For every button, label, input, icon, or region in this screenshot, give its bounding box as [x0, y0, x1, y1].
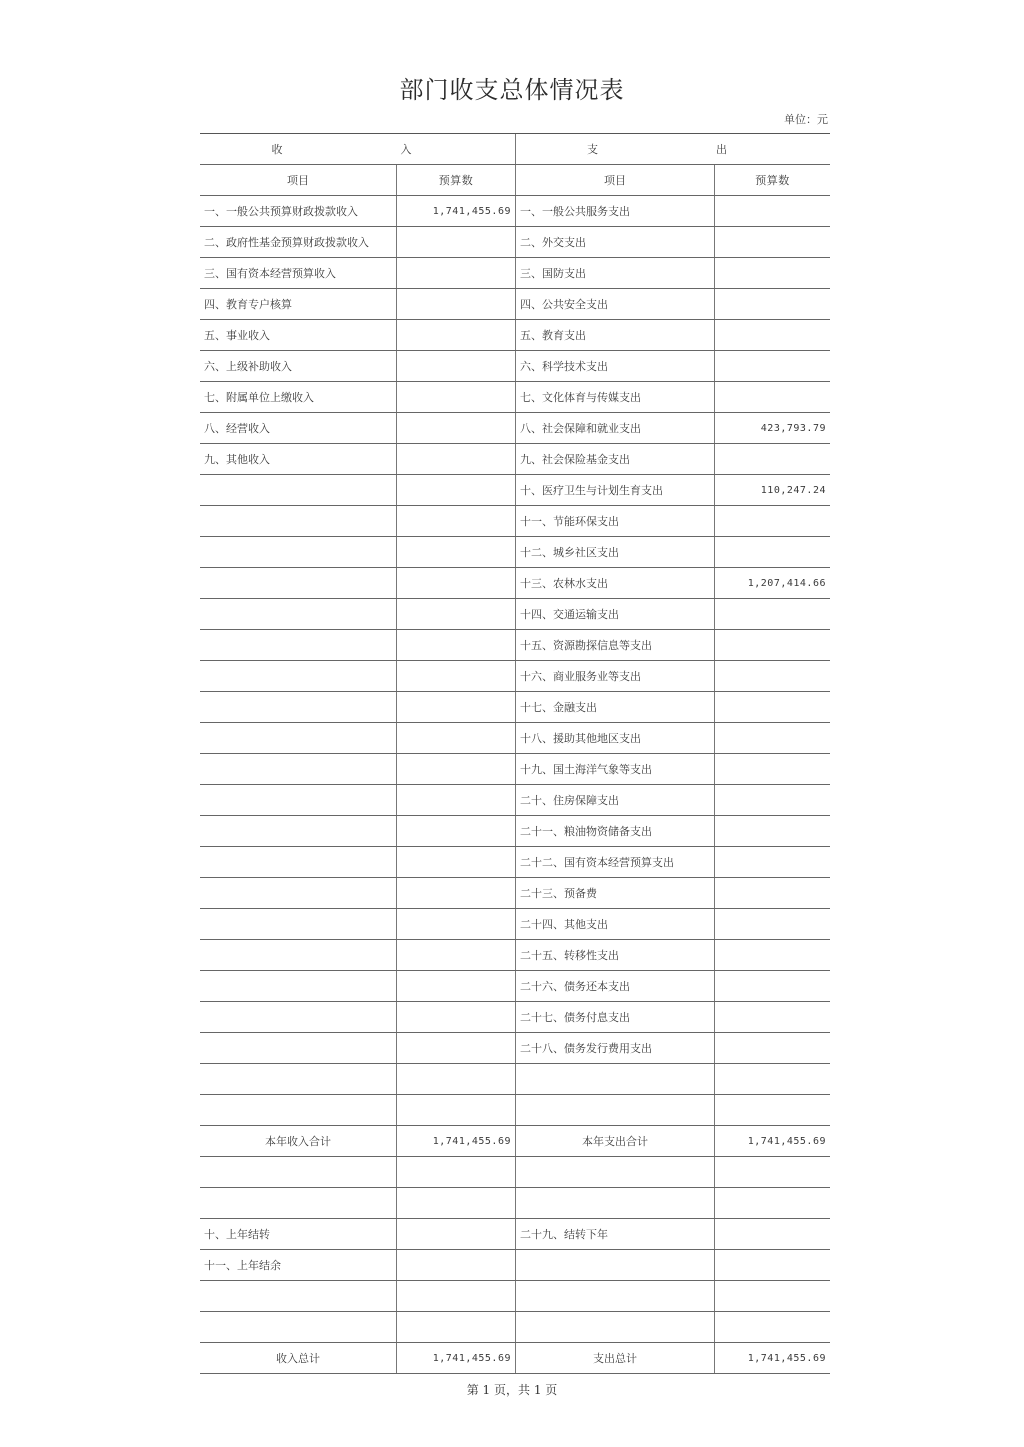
expense-budget-cell [715, 909, 830, 939]
table-row [200, 568, 830, 599]
expense-item-cell: 二十五、转移性支出 [516, 940, 715, 970]
expense-budget-cell [715, 289, 830, 319]
expense-budget-cell [715, 258, 830, 288]
income-budget-cell [397, 568, 516, 598]
expense-item-cell: 十七、金融支出 [516, 692, 715, 722]
income-budget-cell [397, 1188, 516, 1218]
expense-item-cell: 二十七、债务付息支出 [516, 1002, 715, 1032]
table-row [200, 1095, 830, 1126]
income-item-cell: 五、事业收入 [200, 320, 397, 350]
income-item-cell [200, 723, 397, 753]
expense-item-cell: 二十二、国有资本经营预算支出 [516, 847, 715, 877]
income-item-cell [200, 878, 397, 908]
table-row [200, 320, 830, 351]
expense-item-cell: 一、一般公共服务支出 [516, 196, 715, 226]
table-row [200, 754, 830, 785]
table-header-columns [200, 165, 830, 196]
income-budget-cell [397, 909, 516, 939]
expense-budget-cell [715, 630, 830, 660]
income-item-cell [200, 506, 397, 536]
expense-item-cell: 二十三、预备费 [516, 878, 715, 908]
expense-item-cell: 支出总计 [516, 1343, 715, 1373]
page-title: 部门收支总体情况表 [399, 76, 625, 104]
expense-item-cell: 本年支出合计 [516, 1126, 715, 1156]
expense-budget-cell: 423,793.79 [760, 422, 826, 434]
income-budget-cell [397, 1002, 516, 1032]
expense-budget-cell [715, 537, 830, 567]
table-row [200, 1312, 830, 1343]
income-item-cell [200, 1095, 397, 1125]
expense-budget-cell [715, 1281, 830, 1311]
income-budget-cell [397, 351, 516, 381]
income-budget-cell [397, 1157, 516, 1187]
expense-budget-cell [715, 599, 830, 629]
income-budget-cell [397, 599, 516, 629]
expense-budget-cell: 1,741,455.69 [747, 1352, 826, 1364]
expense-budget-cell: 110,247.24 [760, 484, 826, 496]
table-row [200, 785, 830, 816]
income-budget-cell [397, 258, 516, 288]
income-item-header: 项目 [200, 165, 397, 195]
table-row [200, 1157, 830, 1188]
expense-budget-header: 预算数 [755, 174, 790, 187]
table-row [200, 692, 830, 723]
table-row [200, 1033, 830, 1064]
expense-item-cell: 二十、住房保障支出 [516, 785, 715, 815]
table-row [200, 1064, 830, 1095]
expense-item-cell: 四、公共安全支出 [516, 289, 715, 319]
income-item-cell: 收入总计 [200, 1343, 397, 1373]
expense-item-cell [516, 1281, 715, 1311]
income-budget-cell [397, 816, 516, 846]
table-row [200, 475, 830, 506]
table-row [200, 1126, 830, 1157]
income-budget-cell [397, 1281, 516, 1311]
income-item-cell [200, 568, 397, 598]
income-item-cell [200, 537, 397, 567]
income-item-cell [200, 475, 397, 505]
income-item-cell [200, 785, 397, 815]
expense-item-cell: 九、社会保险基金支出 [516, 444, 715, 474]
expense-item-cell: 二十一、粮油物资储备支出 [516, 816, 715, 846]
expense-budget-cell [715, 196, 830, 226]
income-item-cell: 二、政府性基金预算财政拨款收入 [200, 227, 397, 257]
income-item-cell: 十、上年结转 [200, 1219, 397, 1249]
income-item-cell [200, 1188, 397, 1218]
income-budget-cell: 1,741,455.69 [397, 1126, 516, 1156]
table-body [200, 196, 830, 1374]
expense-item-cell [516, 1064, 715, 1094]
income-budget-cell [397, 878, 516, 908]
income-budget-cell [397, 475, 516, 505]
income-item-cell [200, 816, 397, 846]
expense-item-cell: 八、社会保障和就业支出 [516, 413, 715, 443]
income-item-cell [200, 1157, 397, 1187]
income-item-cell: 八、经营收入 [200, 413, 397, 443]
expense-budget-cell: 1,207,414.66 [747, 577, 826, 589]
budget-table [200, 133, 830, 1374]
expense-item-cell: 六、科学技术支出 [516, 351, 715, 381]
expense-item-cell: 十三、农林水支出 [516, 568, 715, 598]
income-budget-cell [397, 1033, 516, 1063]
income-budget-cell [397, 692, 516, 722]
expense-item-cell: 十四、交通运输支出 [516, 599, 715, 629]
income-item-cell: 本年收入合计 [200, 1126, 397, 1156]
expense-budget-cell [715, 940, 830, 970]
expense-item-cell: 五、教育支出 [516, 320, 715, 350]
table-row [200, 1002, 830, 1033]
table-row [200, 1188, 830, 1219]
income-item-cell [200, 940, 397, 970]
table-row [200, 382, 830, 413]
income-item-cell [200, 754, 397, 784]
expense-budget-cell [715, 1188, 830, 1218]
expense-item-cell: 二十六、债务还本支出 [516, 971, 715, 1001]
table-row [200, 258, 830, 289]
expense-budget-cell [715, 1002, 830, 1032]
expense-budget-cell [715, 444, 830, 474]
expense-item-cell: 二十九、结转下年 [516, 1219, 715, 1249]
table-row [200, 878, 830, 909]
income-item-cell [200, 661, 397, 691]
income-budget-cell [397, 971, 516, 1001]
income-budget-cell [397, 661, 516, 691]
income-budget-cell [397, 940, 516, 970]
income-budget-cell [397, 754, 516, 784]
income-item-cell [200, 630, 397, 660]
table-row [200, 940, 830, 971]
expense-budget-cell [715, 227, 830, 257]
expense-budget-cell [715, 661, 830, 691]
income-item-cell [200, 692, 397, 722]
table-row [200, 909, 830, 940]
expense-budget-cell [715, 971, 830, 1001]
expense-item-cell: 二十四、其他支出 [516, 909, 715, 939]
table-row [200, 630, 830, 661]
income-budget-cell [397, 723, 516, 753]
expense-budget-cell [715, 1250, 830, 1280]
table-row [200, 661, 830, 692]
table-row [200, 289, 830, 320]
income-header: 收 入 [200, 134, 516, 164]
table-row [200, 196, 830, 227]
income-item-cell [200, 847, 397, 877]
expense-item-cell: 二、外交支出 [516, 227, 715, 257]
income-item-cell: 六、上级补助收入 [200, 351, 397, 381]
table-row [200, 1343, 830, 1374]
income-item-cell: 三、国有资本经营预算收入 [200, 258, 397, 288]
income-budget-cell [397, 506, 516, 536]
income-item-cell: 四、教育专户核算 [200, 289, 397, 319]
income-budget-cell [397, 227, 516, 257]
income-budget-cell [397, 630, 516, 660]
income-budget-cell [397, 1312, 516, 1342]
expense-budget-cell [715, 785, 830, 815]
expense-budget-cell [715, 506, 830, 536]
expense-item-cell: 十五、资源勘探信息等支出 [516, 630, 715, 660]
table-row [200, 413, 830, 444]
table-row [200, 1219, 830, 1250]
income-item-cell: 一、一般公共预算财政拨款收入 [200, 196, 397, 226]
income-budget-cell [397, 847, 516, 877]
table-row [200, 1250, 830, 1281]
income-item-cell: 十一、上年结余 [200, 1250, 397, 1280]
expense-item-cell: 十二、城乡社区支出 [516, 537, 715, 567]
income-budget-cell [397, 413, 516, 443]
income-budget-header: 预算数 [397, 165, 516, 195]
income-budget-cell [397, 289, 516, 319]
table-row [200, 227, 830, 258]
expense-budget-cell [715, 1157, 830, 1187]
expense-budget-cell [715, 382, 830, 412]
expense-budget-cell [715, 1219, 830, 1249]
expense-item-cell [516, 1095, 715, 1125]
income-budget-cell [397, 1219, 516, 1249]
unit-label: 单位：元 [784, 113, 828, 126]
income-item-cell: 七、附属单位上缴收入 [200, 382, 397, 412]
expense-item-cell: 十九、国土海洋气象等支出 [516, 754, 715, 784]
income-budget-cell [397, 785, 516, 815]
income-budget-cell [397, 444, 516, 474]
expense-item-cell: 十、医疗卫生与计划生育支出 [516, 475, 715, 505]
expense-budget-cell [715, 723, 830, 753]
income-budget-cell [397, 537, 516, 567]
income-item-cell [200, 1002, 397, 1032]
table-row [200, 351, 830, 382]
income-item-cell [200, 1064, 397, 1094]
table-row [200, 444, 830, 475]
expense-item-cell: 七、文化体育与传媒支出 [516, 382, 715, 412]
income-budget-cell [397, 1064, 516, 1094]
expense-item-cell: 二十八、债务发行费用支出 [516, 1033, 715, 1063]
table-row [200, 816, 830, 847]
income-item-cell [200, 909, 397, 939]
table-row [200, 506, 830, 537]
expense-budget-cell [715, 1312, 830, 1342]
expense-header: 支 出 [587, 143, 759, 156]
table-row [200, 1281, 830, 1312]
expense-budget-cell [715, 816, 830, 846]
expense-budget-cell [715, 1033, 830, 1063]
expense-item-cell [516, 1250, 715, 1280]
income-item-cell [200, 971, 397, 1001]
table-header-group [200, 134, 830, 165]
income-budget-cell [397, 320, 516, 350]
income-item-cell [200, 1312, 397, 1342]
expense-item-header: 项目 [516, 165, 715, 195]
expense-budget-cell [715, 754, 830, 784]
expense-item-cell [516, 1312, 715, 1342]
expense-item-cell: 十六、商业服务业等支出 [516, 661, 715, 691]
table-row [200, 847, 830, 878]
income-budget-cell: 1,741,455.69 [397, 1343, 516, 1373]
expense-budget-cell [715, 1064, 830, 1094]
income-item-cell [200, 1281, 397, 1311]
income-item-cell [200, 1033, 397, 1063]
expense-budget-cell [715, 692, 830, 722]
income-budget-cell: 1,741,455.69 [397, 196, 516, 226]
table-row [200, 599, 830, 630]
expense-budget-cell [715, 320, 830, 350]
expense-item-cell: 十八、援助其他地区支出 [516, 723, 715, 753]
expense-item-cell [516, 1188, 715, 1218]
income-budget-cell [397, 1250, 516, 1280]
expense-item-cell: 十一、节能环保支出 [516, 506, 715, 536]
table-row [200, 971, 830, 1002]
expense-budget-cell [715, 351, 830, 381]
table-row [200, 537, 830, 568]
expense-budget-cell [715, 878, 830, 908]
expense-item-cell [516, 1157, 715, 1187]
income-item-cell [200, 599, 397, 629]
expense-budget-cell [715, 1095, 830, 1125]
expense-budget-cell [715, 847, 830, 877]
page-footer: 第 1 页，共 1 页 [466, 1383, 558, 1397]
expense-budget-cell: 1,741,455.69 [747, 1135, 826, 1147]
expense-item-cell: 三、国防支出 [516, 258, 715, 288]
income-budget-cell [397, 1095, 516, 1125]
income-budget-cell [397, 382, 516, 412]
table-row [200, 723, 830, 754]
income-item-cell: 九、其他收入 [200, 444, 397, 474]
